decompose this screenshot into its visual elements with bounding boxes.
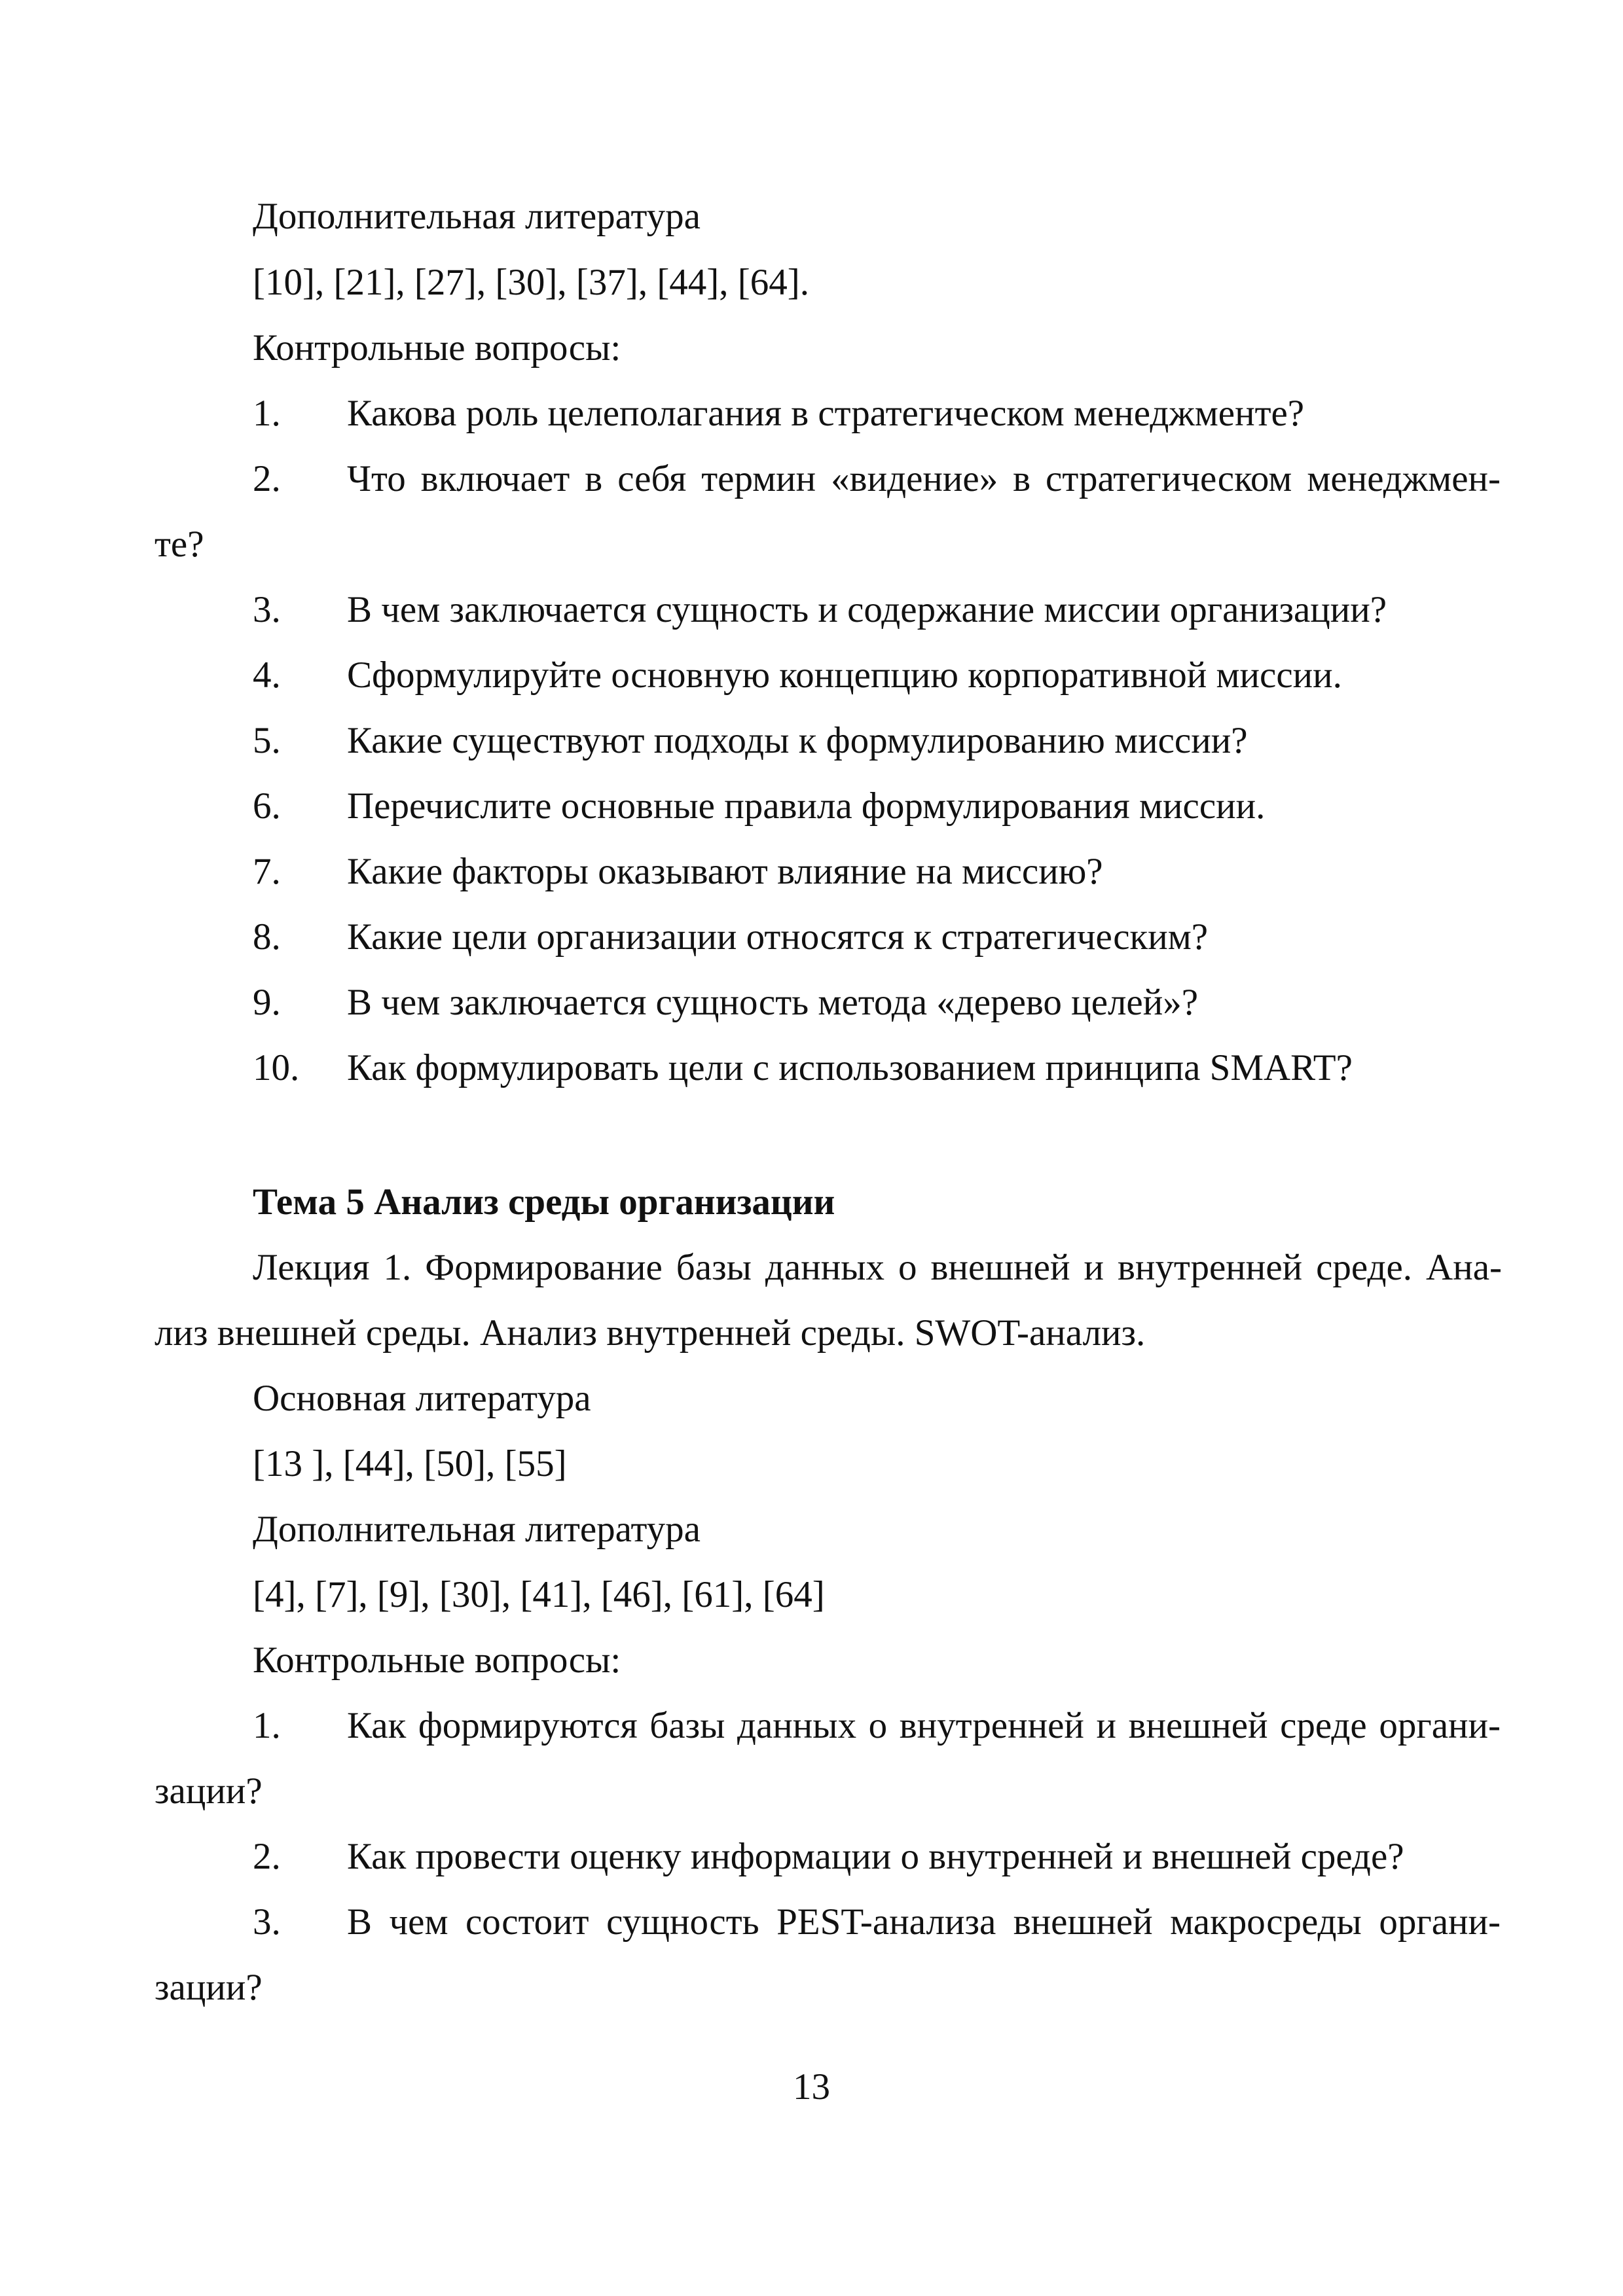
section-heading: Тема 5 Анализ среды организации bbox=[253, 1181, 835, 1223]
question-number: 3. bbox=[253, 589, 281, 630]
question-number: 8. bbox=[253, 916, 281, 958]
question-continuation: зации? bbox=[155, 1967, 263, 2008]
question-number: 6. bbox=[253, 785, 281, 827]
question-text: Как формируются базы данных о внутренней и внешней среде органи- bbox=[347, 1705, 1501, 1746]
question-number: 10. bbox=[253, 1047, 300, 1088]
additional-literature-label: Дополнительная литература bbox=[253, 1509, 701, 1550]
page-number: 13 bbox=[793, 2066, 830, 2108]
question-text: Сформулируйте основную концепцию корпоративной миссии. bbox=[347, 655, 1342, 696]
question-number: 2. bbox=[253, 1836, 281, 1877]
additional-literature-refs: [10], [21], [27], [30], [37], [44], [64]. bbox=[253, 262, 809, 303]
question-number: 9. bbox=[253, 982, 281, 1023]
question-text: Перечислите основные правила формулирования миссии. bbox=[347, 785, 1266, 827]
question-number: 1. bbox=[253, 1705, 281, 1746]
lecture-line: Лекция 1. Формирование базы данных о внешней и внутренней среде. Ана- bbox=[253, 1247, 1502, 1288]
question-number: 7. bbox=[253, 851, 281, 892]
question-text: Как формулировать цели с использованием принципа SMART? bbox=[347, 1047, 1353, 1088]
question-text: В чем заключается сущность метода «дерево целей»? bbox=[347, 982, 1199, 1023]
additional-literature-refs: [4], [7], [9], [30], [41], [46], [61], [64] bbox=[253, 1574, 825, 1615]
control-questions-label: Контрольные вопросы: bbox=[253, 327, 621, 368]
question-text: Какова роль целеполагания в стратегическом менеджменте? bbox=[347, 393, 1305, 434]
question-text: В чем заключается сущность и содержание миссии организации? bbox=[347, 589, 1387, 630]
additional-literature-label: Дополнительная литература bbox=[253, 196, 701, 237]
question-text: Какие существуют подходы к формулированию миссии? bbox=[347, 720, 1248, 761]
control-questions-label: Контрольные вопросы: bbox=[253, 1640, 621, 1681]
question-text: Как провести оценку информации о внутренней и внешней среде? bbox=[347, 1836, 1404, 1877]
main-literature-refs: [13 ], [44], [50], [55] bbox=[253, 1443, 567, 1484]
question-continuation: те? bbox=[155, 524, 204, 565]
main-literature-label: Основная литература bbox=[253, 1378, 591, 1419]
question-text: Какие цели организации относятся к стратегическим? bbox=[347, 916, 1209, 958]
question-continuation: зации? bbox=[155, 1770, 263, 1812]
question-number: 2. bbox=[253, 458, 281, 499]
lecture-line-continuation: лиз внешней среды. Анализ внутренней среды. SWOT-анализ. bbox=[155, 1312, 1146, 1354]
question-number: 3. bbox=[253, 1901, 281, 1943]
question-number: 5. bbox=[253, 720, 281, 761]
question-text: Что включает в себя термин «видение» в стратегическом менеджмен- bbox=[347, 458, 1501, 499]
question-number: 4. bbox=[253, 655, 281, 696]
question-text: В чем состоит сущность PEST-анализа внешней макросреды органи- bbox=[347, 1901, 1501, 1943]
question-number: 1. bbox=[253, 393, 281, 434]
question-text: Какие факторы оказывают влияние на миссию? bbox=[347, 851, 1103, 892]
